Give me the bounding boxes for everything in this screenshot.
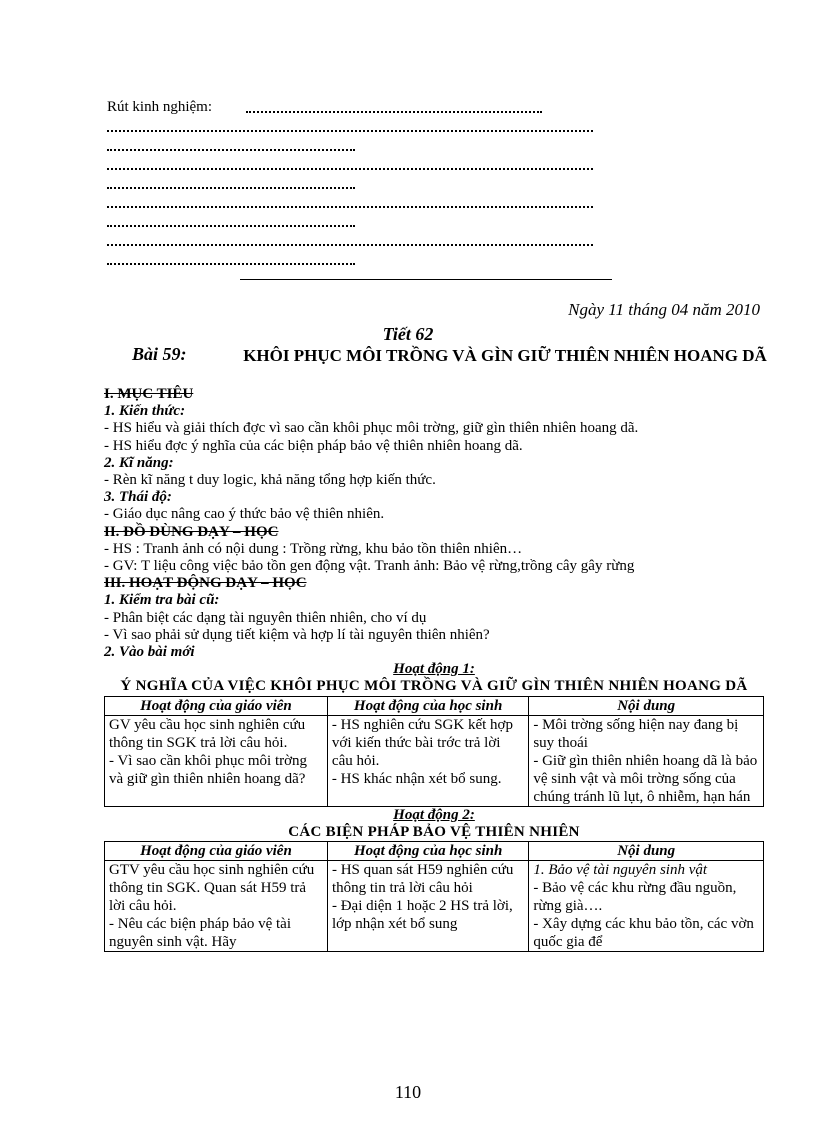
heading-attitude: 3. Thái độ:: [104, 489, 172, 506]
dotted-line: [107, 168, 593, 170]
heading-knowledge: 1. Kiến thức:: [104, 403, 186, 420]
lesson-number: Tiết 62: [382, 324, 434, 344]
lesson-body: [104, 386, 764, 952]
teacher-cell: GTV yêu cầu học sinh nghiên cứu thông tin SGK. Quan sát H59 trả lời câu hỏi. - Nêu các biện pháp bảo vệ tài nguyên sinh vật. Hãy: [105, 861, 328, 952]
column-header-student: Hoạt động của học sinh: [327, 842, 528, 861]
content-cell: - Môi trờng sống hiện nay đang bị suy thoái - Giữ gìn thiên nhiên hoang dã là bảo vệ sinh vật và môi trờng sống của chúng tránh lũ lụt, ô nhiễm, hạn hán: [529, 715, 764, 806]
dotted-line: [107, 206, 593, 208]
column-header-content: Nội dung: [529, 696, 764, 715]
activity-1-title: Ý NGHĨA CỦA VIỆC KHÔI PHỤC MÔI TRỒNG VÀ GIỮ GÌN THIÊN NHIÊN HOANG DÃ: [120, 678, 748, 695]
column-header-teacher: Hoạt động của giáo viên: [105, 842, 328, 861]
lesson-date: Ngày 11 tháng 04 năm 2010: [568, 300, 760, 319]
activity-2-table: [104, 841, 764, 952]
lesson-label: Bài 59:: [132, 344, 187, 364]
teacher-cell: GV yêu cầu học sinh nghiên cứu thông tin SGK trả lời câu hỏi. - Vì sao cần khôi phục môi trờng và giữ gìn thiên nhiên hoang dã?: [105, 715, 328, 806]
attitude-item: - Giáo dục nâng cao ý thức bảo vệ thiên nhiên.: [104, 506, 385, 523]
dotted-line: [107, 130, 593, 132]
materials-item: - GV: T liệu công việc bảo tồn gen động vật. Tranh ảnh: Bảo vệ rừng,trồng cây gây rừng: [104, 558, 635, 575]
content-subheading: 1. Bảo vệ tài nguyên sinh vật: [533, 862, 708, 879]
table-row: [105, 861, 764, 952]
activity-2-heading: Hoạt động 2:: [393, 806, 475, 823]
activity-1-heading: Hoạt động 1:: [393, 661, 475, 678]
page-number: 110: [394, 1082, 422, 1102]
section-objectives: I. MỤC TIÊU: [104, 386, 194, 402]
activity-2-title: CÁC BIỆN PHÁP BẢO VỆ THIÊN NHIÊN: [288, 823, 580, 840]
dotted-line: [107, 187, 355, 189]
review-question: - Phân biệt các dạng tài nguyên thiên nhiên, cho ví dụ: [104, 609, 427, 626]
section-materials: II. ĐỒ DÙNG DẠY – HỌC: [104, 523, 279, 540]
student-cell: - HS quan sát H59 nghiên cứu thông tin trả lời câu hỏi - Đại diện 1 hoặc 2 HS trả lời, lớp nhận xét bổ sung: [327, 861, 528, 952]
materials-item: - HS : Tranh ảnh có nội dung : Trồng rừng, khu bảo tồn thiên nhiên…: [104, 540, 523, 557]
skills-item: - Rèn kĩ năng t duy logic, khả năng tổng hợp kiến thức.: [104, 472, 436, 489]
table-row: [105, 715, 764, 806]
dotted-line: [107, 225, 355, 227]
heading-review: 1. Kiểm tra bài cũ:: [104, 592, 220, 609]
dotted-line: [107, 149, 355, 151]
student-cell: - HS nghiên cứu SGK kết hợp với kiến thức bài trớc trả lời câu hỏi. - HS khác nhận xét bổ sung.: [327, 715, 528, 806]
dotted-line: [246, 111, 542, 113]
knowledge-item: - HS hiểu đợc ý nghĩa của các biện pháp bảo vệ thiên nhiên hoang dã.: [104, 437, 523, 454]
heading-skills: 2. Kĩ năng:: [104, 454, 174, 471]
separator-line: [240, 279, 612, 280]
column-header-teacher: Hoạt động của giáo viên: [105, 696, 328, 715]
dotted-line: [107, 263, 355, 265]
knowledge-item: - HS hiểu và giải thích đợc vì sao cần khôi phục môi trờng, giữ gìn thiên nhiên hoang dã.: [104, 420, 639, 437]
dotted-line: [107, 244, 593, 246]
lesson-title: KHÔI PHỤC MÔI TRỒNG VÀ GÌN GIỮ THIÊN NHIÊN HOANG DÃ: [243, 346, 767, 365]
review-question: - Vì sao phải sử dụng tiết kiệm và hợp lí tài nguyên thiên nhiên?: [104, 626, 490, 643]
activity-1-table: [104, 696, 764, 807]
rut-kinh-nghiem-label: Rút kinh nghiệm:: [107, 99, 212, 115]
column-header-content: Nội dung: [529, 842, 764, 861]
heading-new-lesson: 2. Vào bài mới: [104, 644, 195, 661]
column-header-student: Hoạt động của học sinh: [327, 696, 528, 715]
content-cell: 1. Bảo vệ tài nguyên sinh vật - Bảo vệ các khu rừng đầu nguồn, rừng già…. - Xây dựng các khu bảo tồn, các vờn quốc gia để: [529, 861, 764, 952]
section-activities: III. HOẠT ĐỘNG DẠY – HỌC: [104, 575, 307, 592]
